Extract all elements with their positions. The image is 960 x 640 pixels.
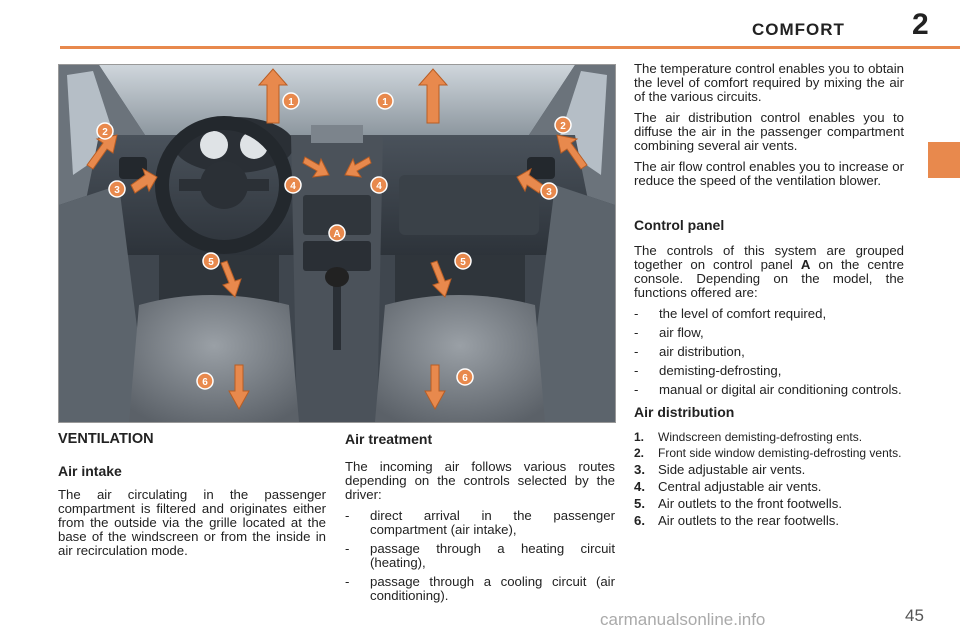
callout-2a (97, 123, 113, 139)
ventilation-heading: VENTILATION (58, 431, 154, 447)
svg-text:4: 4 (376, 181, 382, 192)
list-item: 3. Side adjustable air vents. (634, 462, 806, 477)
list-item: - direct arrival in the passenger compartment (air intake), (345, 508, 615, 537)
ventilation-column (58, 432, 326, 565)
list-item: 1. Windscreen demisting-defrosting ents. (634, 430, 863, 444)
car-interior-drawing (59, 65, 615, 422)
display (311, 125, 363, 143)
right-side-vent (527, 157, 555, 179)
list-item: 6. Air outlets to the rear footwells. (634, 513, 840, 528)
section-title: COMFORT (752, 20, 845, 39)
air-treatment-column (345, 432, 615, 608)
temperature-paragraph: The temperature control enables you to obtain the level of comfort required by mixing the air of the various circuits. (634, 61, 904, 104)
controls-column (634, 62, 904, 531)
left-side-vent (119, 157, 147, 179)
distribution-paragraph: The air distribution control enables you to diffuse the air in the passenger compartment combining several air vents. (634, 110, 904, 153)
svg-text:2: 2 (560, 121, 566, 132)
callout-4b (371, 177, 387, 193)
air-intake-text: The air circulating in the passenger compartment is filtered and originates either from the outside via the grille located at the base of the windscreen or from the inside in air recirculation mode. (58, 487, 326, 558)
list-item: 2. Front side window demisting-defrosting vents. (634, 446, 902, 460)
svg-text:1: 1 (382, 97, 388, 108)
list-item: - passage through a heating circuit (heating), (345, 541, 615, 570)
header-rule (60, 46, 960, 49)
control-panel-text: The controls of this system are grouped together on control panel A on the centre console. Depending on the model, the functions offered are: (634, 243, 904, 300)
svg-text:3: 3 (546, 187, 552, 198)
list-item: - the level of comfort required, (634, 306, 827, 321)
callout-3b (541, 183, 557, 199)
callout-5b (455, 253, 471, 269)
list-item: - air distribution, (634, 344, 745, 359)
air-intake-heading: Air intake (58, 463, 122, 479)
gear-knob (325, 267, 349, 287)
svg-text:4: 4 (290, 181, 296, 192)
driver-seat (129, 295, 299, 422)
functions-list (634, 307, 904, 397)
air-treatment-intro: The incoming air follows various routes depending on the controls selected by the driver: (345, 459, 615, 502)
svg-text:3: 3 (114, 185, 120, 196)
svg-text:6: 6 (202, 377, 208, 388)
callout-5a (203, 253, 219, 269)
svg-text:5: 5 (460, 257, 466, 268)
list-item: 4. Central adjustable air vents. (634, 479, 822, 494)
svg-text:1: 1 (288, 97, 294, 108)
air-treatment-list (345, 509, 615, 603)
windscreen (99, 65, 575, 135)
callout-6a (197, 373, 213, 389)
callout-6b (457, 369, 473, 385)
control-panel (303, 241, 371, 271)
air-treatment-heading: Air treatment (345, 431, 433, 447)
air-distribution-list (634, 431, 904, 528)
control-panel-heading: Control panel (634, 217, 725, 233)
list-item: - demisting-defrosting, (634, 363, 782, 378)
callout-A (329, 225, 345, 241)
svg-text:6: 6 (462, 373, 468, 384)
svg-text:5: 5 (208, 257, 214, 268)
passenger-seat (375, 295, 545, 422)
ventilation-illustration (58, 64, 616, 423)
list-item: - manual or digital air conditioning controls. (634, 382, 902, 397)
callout-1a (283, 93, 299, 109)
callout-2b (555, 117, 571, 133)
chapter-number: 2 (912, 8, 929, 41)
svg-text:A: A (333, 229, 341, 240)
list-item: - air flow, (634, 325, 704, 340)
list-item: - passage through a cooling circuit (air conditioning). (345, 574, 615, 603)
callout-1b (377, 93, 393, 109)
callout-4a (285, 177, 301, 193)
watermark: carmanualsonline.info (600, 610, 766, 629)
list-item: 5. Air outlets to the front footwells. (634, 496, 842, 511)
chapter-tab (928, 142, 960, 178)
callout-3a (109, 181, 125, 197)
page-number: 45 (905, 606, 924, 625)
svg-text:2: 2 (102, 127, 108, 138)
air-distribution-heading: Air distribution (634, 404, 735, 420)
flow-paragraph: The air flow control enables you to increase or reduce the speed of the ventilation blower. (634, 159, 904, 188)
glovebox (399, 175, 539, 235)
